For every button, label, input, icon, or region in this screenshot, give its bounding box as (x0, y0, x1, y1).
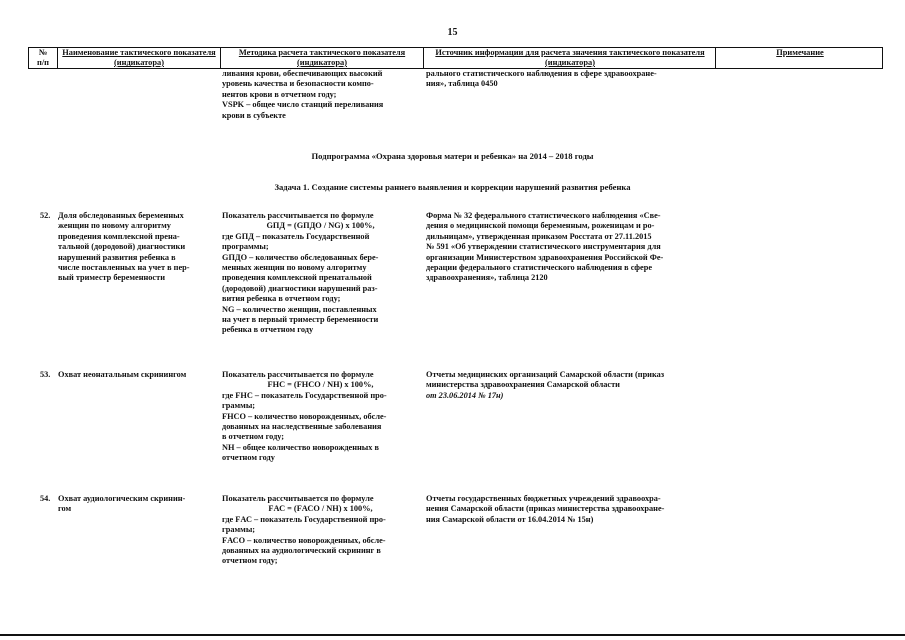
text-line: NН – общее количество новорожденных в (222, 442, 379, 452)
text-line: Показатель рассчитывается по формуле (222, 370, 374, 379)
page-number: 15 (447, 27, 458, 38)
text-line: на учет в первый триместр беременности (222, 315, 379, 325)
text-line: здравоохранения», таблица 2120 (426, 273, 548, 283)
text-line: проведения комплексной прена- (58, 231, 180, 241)
text-line: рального статистического наблюдения в сфере здравоохране- (426, 69, 657, 78)
text-line: GПДО – количество обследованных бере- (222, 252, 379, 262)
text-line: где GПД – показатель Государственной (222, 231, 370, 241)
text-line: FНСО – количество новорожденных, обсле- (222, 411, 387, 421)
row-52-source (426, 211, 714, 284)
text-line: дованных на наследственные заболевания (222, 422, 382, 432)
text-line: Отчеты медицинских организаций Самарской области (приказ (426, 370, 665, 379)
text-line: Отчеты государственных бюджетных учреждений здравоохра- (426, 494, 661, 503)
text-line: VSPK – общее число станций переливания (222, 100, 384, 110)
task-title: Задача 1. Создание системы раннего выявления и коррекции нарушений развития ребенка (274, 182, 631, 192)
text-line: крови в субъекте (222, 110, 286, 120)
text-line: гом (58, 504, 72, 514)
text-line: Показатель рассчитывается по формуле (222, 494, 374, 503)
text-line: NG – количество женщин, поставленных (222, 304, 377, 314)
text-line: менных женщин по новому алгоритму (222, 263, 367, 273)
header-vline-right (882, 48, 883, 68)
text-line: дения о медицинской помощи беременным, роженицам и ро- (426, 221, 655, 231)
formula: GПД = (GПДО / NG) x 100%, (266, 221, 375, 231)
header-vline-1 (57, 48, 58, 68)
text-line: организации Министерством здравоохранения Российской Фе- (426, 252, 664, 262)
text-line: где FАС – показатель Государственной про- (222, 514, 386, 524)
text-line: ребенка в отчетном году (222, 325, 314, 335)
text-line: уровень качества и безопасности компо- (222, 79, 374, 89)
header-col-num-line2: п/п (37, 58, 49, 67)
text-line: FАСО – количество новорожденных, обсле- (222, 535, 386, 545)
header-col-method: Методика расчета тактического показателя (индикатора) (238, 48, 406, 67)
header-col-source: Источник информации для расчета значения тактического показателя (индикатора) (435, 48, 705, 67)
row-54-name (58, 494, 218, 515)
text-line: в отчетном году; (222, 432, 285, 442)
row-52-name (58, 211, 218, 284)
text-line: вый триместр беременности (58, 273, 165, 283)
text-line: № 591 «Об утверждении статистического инструментария для (426, 242, 661, 252)
text-line: программы; (222, 242, 269, 252)
row-54-method (222, 494, 419, 567)
row-53-method (222, 370, 419, 464)
text-line: нения Самарской области (приказ министерства здравоохране- (426, 504, 665, 514)
text-line: (дородовой) диагностики нарушений раз- (222, 283, 378, 293)
row-52-method (222, 211, 419, 336)
text-line: от 23.06.2014 № 17н) (426, 390, 504, 400)
row-54-source (426, 494, 714, 525)
header-col-note: Примечание (776, 48, 824, 57)
header-col-name: Наименование тактического показателя (индикатора) (62, 48, 216, 67)
text-line: Форма № 32 федерального статистического наблюдения «Све- (426, 211, 661, 220)
header-vline-2 (220, 48, 221, 68)
header-col-num-line1: № (38, 48, 48, 57)
text-line: нарушений развития ребенка в (58, 252, 176, 262)
row-53-name (58, 370, 218, 380)
header-vline-3 (423, 48, 424, 68)
text-line: граммы; (222, 525, 256, 535)
text-line: граммы; (222, 401, 256, 411)
text-line: дованных на аудиологический скрининг в (222, 546, 381, 556)
header-vline-4 (715, 48, 716, 68)
text-line: женщин по новому алгоритму (58, 221, 171, 231)
text-line: Охват аудиологическим скринин- (58, 494, 186, 503)
text-line: отчетном году; (222, 556, 278, 566)
text-line: Показатель рассчитывается по формуле (222, 211, 374, 220)
text-line: министерства здравоохранения Самарской области (426, 380, 620, 390)
page-bottom-edge (0, 634, 905, 636)
formula: FАС = (FАСО / NН) x 100%, (268, 504, 373, 514)
text-line: тальной (дородовой) диагностики (58, 242, 186, 252)
text-line: числе поставленных на учет в пер- (58, 263, 190, 273)
text-line: дильницам», утвержденная приказом Росстата от 27.11.2015 (426, 231, 652, 241)
continuation-method (222, 69, 419, 121)
row-53-source (426, 370, 714, 401)
text-line: вития ребенка в отчетном году; (222, 294, 341, 304)
text-line: проведения комплексной пренатальной (222, 273, 372, 283)
text-line: Охват неонатальным скринингом (58, 370, 187, 379)
continuation-source (426, 69, 714, 90)
formula: FНС = (FНСО / NН) x 100%, (267, 380, 374, 390)
text-line: ния Самарской области от 16.04.2014 № 15н) (426, 514, 594, 524)
text-line: нентов крови в отчетном году; (222, 89, 337, 99)
text-line: ния», таблица 0450 (426, 79, 498, 89)
subprogram-title: Подпрограмма «Охрана здоровья матери и ребенка» на 2014 – 2018 годы (311, 151, 594, 161)
text-line: Доля обследованных беременных (58, 211, 184, 220)
row-53-number: 53. (40, 370, 51, 379)
text-line: где FНС – показатель Государственной про- (222, 390, 387, 400)
text-line: отчетном году (222, 453, 275, 463)
header-col-num (29, 48, 57, 68)
text-line: дерации федерального статистического наблюдения в сфере (426, 263, 653, 273)
row-54-number: 54. (40, 494, 51, 503)
row-52-number: 52. (40, 211, 51, 220)
text-line: ливания крови, обеспечивающих высокий (222, 69, 383, 78)
